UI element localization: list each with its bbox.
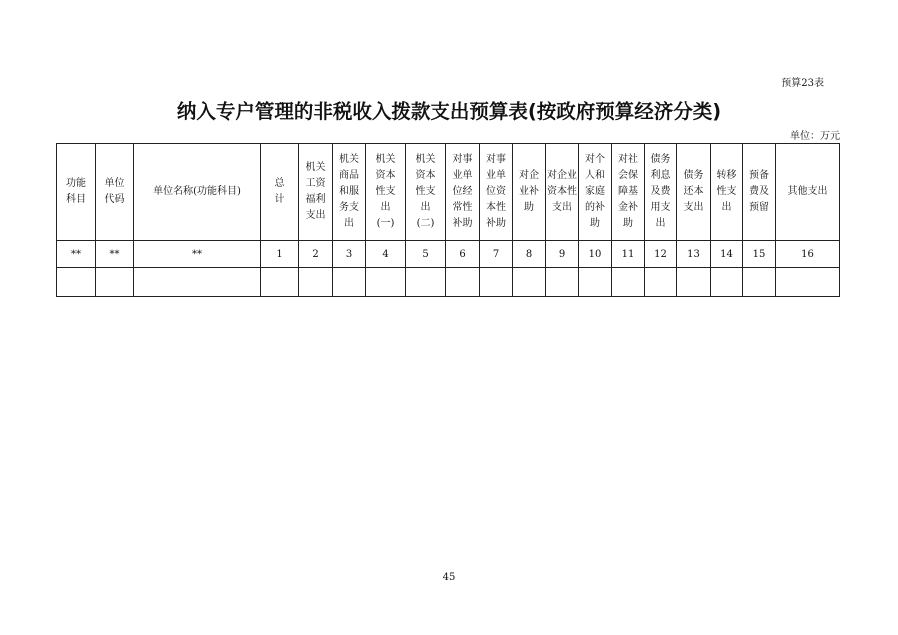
header-label: 债务还本支出 <box>683 170 704 213</box>
header-cell <box>743 144 776 241</box>
data-row <box>57 268 840 297</box>
code-cell: 16 <box>776 241 840 268</box>
data-cell <box>711 268 743 297</box>
header-cell <box>579 144 612 241</box>
header-cell <box>546 144 579 241</box>
header-label: 机关商品和服务支出 <box>339 154 359 229</box>
header-cell <box>645 144 677 241</box>
header-cell <box>406 144 446 241</box>
header-cell <box>299 144 333 241</box>
header-label: 总计 <box>274 178 285 205</box>
data-cell <box>743 268 776 297</box>
form-number: 预算23表 <box>781 78 824 89</box>
data-cell <box>134 268 261 297</box>
header-cell <box>711 144 743 241</box>
header-row <box>57 144 840 241</box>
data-cell <box>406 268 446 297</box>
data-cell <box>480 268 513 297</box>
code-cell: ** <box>96 241 134 268</box>
header-cell <box>134 144 261 241</box>
code-cell: 4 <box>366 241 406 268</box>
header-cell <box>446 144 480 241</box>
header-cell <box>513 144 546 241</box>
code-cell: 1 <box>261 241 299 268</box>
header-label: 债务利息及费用支出 <box>650 154 671 229</box>
code-cell: 3 <box>333 241 366 268</box>
code-cell: 8 <box>513 241 546 268</box>
header-label: 转移性支出 <box>716 170 737 213</box>
data-cell <box>261 268 299 297</box>
data-cell <box>333 268 366 297</box>
page-number: 45 <box>442 572 456 583</box>
code-cell: ** <box>57 241 96 268</box>
header-label: 机关资本性支出(一) <box>375 154 396 229</box>
header-cell <box>333 144 366 241</box>
page-title: 纳入专户管理的非税收入拨款支出预算表(按政府预算经济分类) <box>176 100 722 123</box>
data-cell <box>677 268 711 297</box>
header-label: 对个人和家庭的补助 <box>585 154 605 229</box>
header-cell <box>261 144 299 241</box>
header-cell <box>677 144 711 241</box>
data-cell <box>776 268 840 297</box>
header-label: 功能科目 <box>66 178 86 205</box>
data-cell <box>57 268 96 297</box>
data-cell <box>645 268 677 297</box>
data-cell <box>612 268 645 297</box>
code-cell: 11 <box>612 241 645 268</box>
code-cell: 14 <box>711 241 743 268</box>
header-label: 对社会保障基金补助 <box>618 154 638 229</box>
header-cell <box>612 144 645 241</box>
budget-table <box>56 143 840 297</box>
data-cell <box>513 268 546 297</box>
header-cell <box>57 144 96 241</box>
header-cell <box>776 144 840 241</box>
code-cell: 5 <box>406 241 446 268</box>
header-label: 对事业单位经常性补助 <box>452 154 473 229</box>
code-cell: 10 <box>579 241 612 268</box>
data-cell <box>446 268 480 297</box>
header-label: 其他支出 <box>787 186 828 197</box>
header-label: 对企业资本性支出 <box>547 170 577 213</box>
code-cell: 6 <box>446 241 480 268</box>
code-cell: 15 <box>743 241 776 268</box>
code-cell: 9 <box>546 241 579 268</box>
code-cell: ** <box>134 241 261 268</box>
header-label: 单位代码 <box>104 178 125 205</box>
code-row <box>57 241 840 268</box>
code-cell: 2 <box>299 241 333 268</box>
data-cell <box>579 268 612 297</box>
header-cell <box>480 144 513 241</box>
header-label: 机关资本性支出(二) <box>415 154 436 229</box>
header-cell <box>96 144 134 241</box>
header-label: 机关工资福利支出 <box>305 162 326 221</box>
header-label: 对企业补助 <box>519 170 539 213</box>
data-cell <box>546 268 579 297</box>
data-cell <box>96 268 134 297</box>
code-cell: 13 <box>677 241 711 268</box>
unit-label: 单位：万元 <box>790 131 840 142</box>
code-cell: 7 <box>480 241 513 268</box>
data-cell <box>366 268 406 297</box>
header-label: 预备费及预留 <box>749 170 769 213</box>
code-cell: 12 <box>645 241 677 268</box>
header-label: 对事业单位资本性补助 <box>486 154 506 229</box>
header-label: 单位名称(功能科目) <box>153 186 241 197</box>
header-cell <box>366 144 406 241</box>
data-cell <box>299 268 333 297</box>
